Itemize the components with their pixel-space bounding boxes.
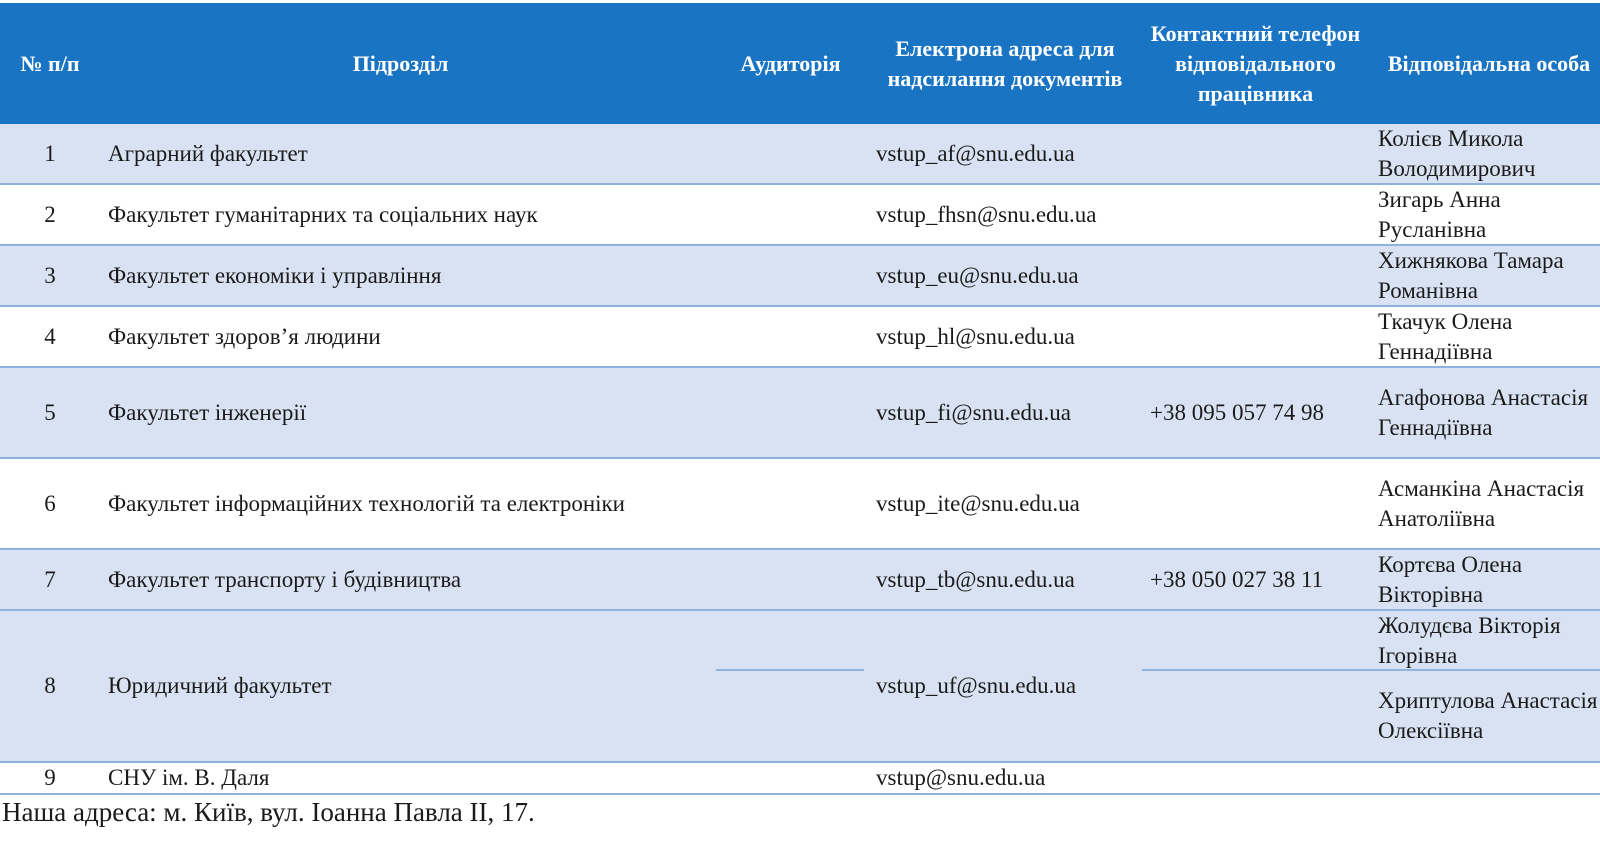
responsible-person: Кортєва Олена Вікторівна (1378, 551, 1523, 607)
auditorium (708, 246, 858, 305)
row-number: 7 (44, 566, 56, 592)
email-link[interactable]: vstup_eu@snu.edu.ua (876, 262, 1079, 288)
email-link[interactable]: vstup_af@snu.edu.ua (876, 140, 1075, 166)
phone-number (1150, 124, 1360, 183)
phone-number (1150, 246, 1360, 305)
responsible-person: Хижнякова Тамара Романівна (1378, 247, 1564, 303)
responsible-person: Ткачук Олена Геннадіївна (1378, 308, 1513, 364)
department-name: Аграрний факультет (108, 140, 308, 166)
department-name: Факультет інформаційних технологій та електроніки (108, 490, 625, 516)
header-num: № п/п (20, 50, 80, 76)
table-header (0, 3, 1600, 124)
phone-number: +38 095 057 74 98 (1150, 399, 1324, 425)
row-number: 9 (44, 765, 56, 790)
email-link[interactable]: vstup_tb@snu.edu.ua (876, 566, 1075, 592)
responsible-person-2: Хриптулова Анастасія Олексіївна (1378, 688, 1598, 743)
department-name: Факультет економіки і управління (108, 262, 442, 288)
row-number: 3 (44, 262, 56, 288)
table-row (0, 246, 1600, 307)
department-name: Факультет транспорту і будівництва (108, 566, 462, 592)
row-number: 8 (44, 673, 56, 698)
phone-number (1150, 763, 1360, 793)
auditorium (708, 307, 858, 366)
responsible-person: Зигарь Анна Русланівна (1378, 186, 1501, 242)
auditorium (708, 550, 858, 609)
auditorium (708, 124, 858, 183)
header-phone: Контактний телефон відповідального працівника (1150, 20, 1361, 106)
header-dept: Підрозділ (352, 50, 449, 76)
department-name: Факультет гуманітарних та соціальних наук (108, 201, 538, 227)
email-link[interactable]: vstup_ite@snu.edu.ua (876, 490, 1080, 516)
row-number: 6 (44, 490, 56, 516)
table-row (0, 307, 1600, 368)
row-number: 5 (44, 399, 56, 425)
auditorium (708, 185, 858, 244)
table-row (0, 550, 1600, 611)
phone-number: +38 050 027 38 11 (1150, 566, 1324, 592)
header-room: Аудиторія (740, 50, 841, 76)
table-row (0, 124, 1600, 185)
responsible-person: Асманкіна Анастасія Анатоліївна (1378, 475, 1585, 531)
phone-number (1150, 185, 1360, 244)
table-row (0, 763, 1600, 795)
department-name: Юридичний факультет (108, 673, 332, 698)
auditorium (708, 459, 858, 548)
address-note: Наша адреса: м. Київ, вул. Іоанна Павла ІІ, 17. (2, 797, 535, 827)
email-link[interactable]: vstup_fhsn@snu.edu.ua (876, 201, 1097, 227)
row-number: 4 (44, 323, 56, 349)
department-name: Факультет здоров’я людини (108, 323, 381, 349)
row-number: 2 (44, 201, 56, 227)
department-name: Факультет інженерії (108, 399, 307, 425)
email-link[interactable]: vstup_uf@snu.edu.ua (876, 673, 1077, 698)
department-name: СНУ ім. В. Даля (108, 765, 270, 790)
header-email: Електрона адреса для надсилання документів (887, 35, 1123, 91)
phone-number (1150, 459, 1360, 548)
table-row (0, 185, 1600, 246)
email-link[interactable]: vstup_fi@snu.edu.ua (876, 399, 1071, 425)
header-person: Відповідальна особа (1387, 50, 1591, 76)
responsible-person: Колієв Микола Володимирович (1378, 125, 1536, 181)
table-row (0, 368, 1600, 459)
row-number: 1 (44, 140, 56, 166)
responsible-person: Жолудєва Вікторія Ігорівна (1378, 613, 1561, 668)
phone-number (1150, 307, 1360, 366)
responsible-person (1378, 763, 1600, 793)
email-link[interactable]: vstup_hl@snu.edu.ua (876, 323, 1075, 349)
auditorium (708, 763, 858, 793)
table-row (0, 611, 1600, 763)
cell-divider (716, 669, 864, 671)
responsible-person: Агафонова Анастасія Геннадіївна (1378, 384, 1589, 440)
table-row (0, 459, 1600, 550)
auditorium (708, 368, 858, 457)
email-link[interactable]: vstup@snu.edu.ua (876, 765, 1046, 790)
